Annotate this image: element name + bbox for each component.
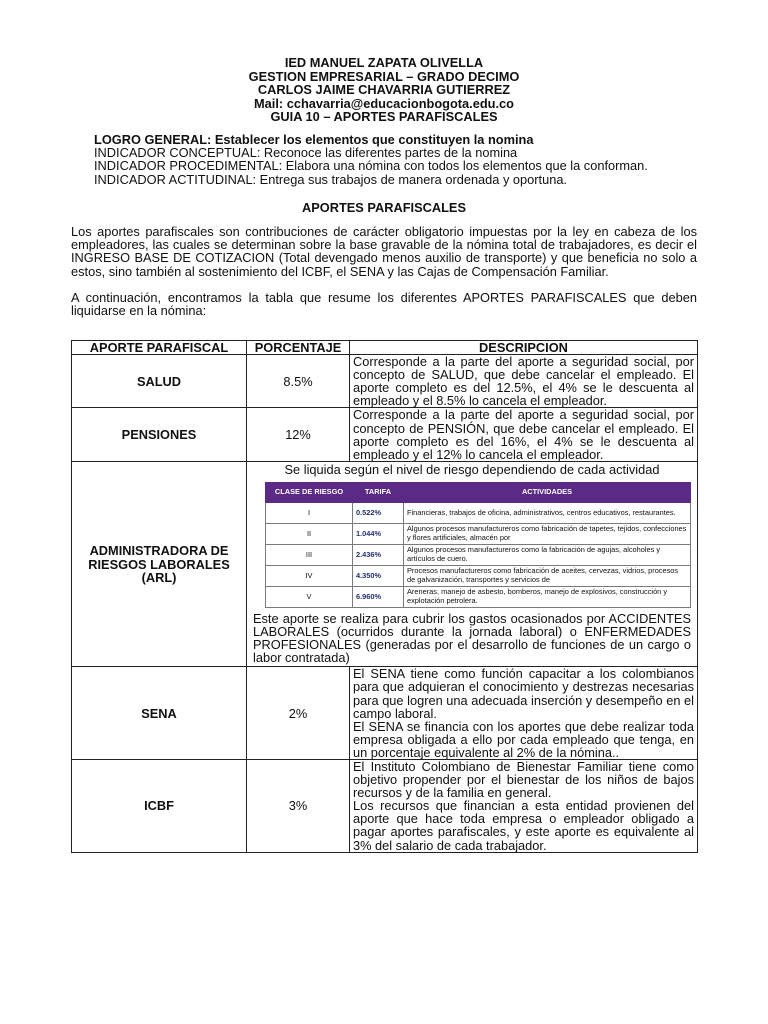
parafiscales-table [71, 340, 698, 853]
indicador-actitudinal: INDICADOR ACTITUDINAL: Entrega sus trabajos de manera ordenada y oportuna. [94, 171, 567, 187]
risk-header-class: CLASE DE RIESGO [266, 482, 353, 502]
risk-row [266, 502, 691, 523]
sena-desc-2: El SENA se financia con los aportes que debe realizar toda empresa obligada a ello por cada empleado que tenga, en un porcentaje equivalente al 2% de la nómina.. [353, 718, 694, 760]
arl-intro: Se liquida según el nivel de riesgo dependiendo de cada actividad [284, 461, 660, 477]
table-row [72, 667, 698, 760]
risk-level: II [266, 523, 353, 544]
indicador-procedimental: INDICADOR PROCEDIMENTAL: Elabora una nómina con todos los elementos que la conforman. [94, 158, 648, 174]
risk-row [266, 565, 691, 586]
risk-rate: 6.960% [353, 586, 404, 607]
header-aporte: APORTE PARAFISCAL [72, 341, 247, 355]
risk-table [265, 482, 691, 608]
icbf-desc-2: Los recursos que financian a esta entidad provienen del aporte que hace toda empresa o empleador obligado a pagar aportes parafiscales, y este aporte es equivalente al 3% del salario de cada trabajador. [353, 798, 694, 853]
header-porcentaje: PORCENTAJE [247, 341, 350, 355]
aporte-pct: 2% [247, 667, 350, 760]
arl-explanation: Este aporte se realiza para cubrir los gastos ocasionados por ACCIDENTES LABORALES (ocurridos durante la jornada laboral) o ENFERMEDADES PROFESIONALES (generadas por el desarrollo de funciones de un cargo o labor contratada) [253, 610, 691, 666]
course-name: GESTION EMPRESARIAL – GRADO DECIMO [248, 68, 520, 84]
risk-header-row [266, 482, 691, 502]
aporte-pct: 8.5% [247, 355, 350, 408]
indicators-block [94, 133, 734, 186]
sena-desc-1: El SENA tiene como función capacitar a los colombianos para que adquieran el conocimiento y destrezas necesarias para que logren una adecuada inserción y desempeño en el campo laboral. [353, 666, 694, 721]
aporte-name: ICBF [72, 759, 247, 852]
aporte-desc [350, 759, 698, 852]
risk-header-rate: TARIFA [353, 482, 404, 502]
risk-row [266, 544, 691, 565]
table-header-row [72, 341, 698, 355]
risk-level: III [266, 544, 353, 565]
guide-title: GUIA 10 – APORTES PARAFISCALES [270, 109, 498, 125]
risk-row [266, 586, 691, 607]
risk-row [266, 523, 691, 544]
risk-activities: Algunos procesos manufactureros como la fabricación de agujas, alcoholes y artículos de cuero. [404, 544, 691, 565]
school-name: IED MANUEL ZAPATA OLIVELLA [284, 55, 484, 70]
table-row [72, 461, 698, 666]
risk-header-activities: ACTIVIDADES [404, 482, 691, 502]
risk-level: V [266, 586, 353, 607]
section-title: APORTES PARAFISCALES [301, 200, 466, 215]
logro-general: LOGRO GENERAL: Establecer los elementos que constituyen la nomina [94, 132, 534, 147]
risk-activities: Procesos manufactureros como fabricación de aceites, cervezas, vidrios, procesos de galvanización, transportes y servicios de [404, 565, 691, 586]
intro-paragraph: Los aportes parafiscales son contribuciones de carácter obligatorio impuestas por la ley en cabeza de los empleadores, las cuales se determinan sobre la base gravable de la nómina total de trabajadores, es decir el INGRESO BASE DE COTIZACION (Total devengado menos auxilio de transporte) y que beneficia no solo a estos, sino también al sostenimiento del ICBF, el SENA y las Cajas de Compensación Familiar. [71, 224, 697, 279]
icbf-desc-1: El Instituto Colombiano de Bienestar Familiar tiene como objetivo propender por el bienestar de los niños de bajos recursos y de la familia en general. [353, 758, 694, 801]
risk-rate: 0.522% [353, 502, 404, 523]
table-row [72, 408, 698, 461]
aporte-desc: Corresponde a la parte del aporte a seguridad social, por concepto de SALUD, que debe cancelar el empleado. El aporte completo es del 12.5%, el 4% se le descuenta al empleado y el 8.5% lo cancela el empleador. [350, 355, 698, 408]
aporte-name: PENSIONES [72, 408, 247, 461]
aporte-desc [350, 667, 698, 760]
risk-level: I [266, 502, 353, 523]
intro-paragraph: A continuación, encontramos la tabla que resume los diferentes APORTES PARAFISCALES que deben liquidarse en la nómina: [71, 289, 697, 319]
risk-rate: 4.350% [353, 565, 404, 586]
table-row [72, 759, 698, 852]
arl-description-cell [247, 461, 698, 666]
table-row [72, 355, 698, 408]
risk-rate: 2.436% [353, 544, 404, 565]
teacher-mail: Mail: cchavarria@educacionbogota.edu.co [254, 95, 514, 111]
risk-activities: Algunos procesos manufactureros como fabricación de tapetes, tejidos, confecciones y flores artificiales, almacén por [404, 523, 691, 544]
risk-rate: 1.044% [353, 523, 404, 544]
aporte-pct: 3% [247, 759, 350, 852]
risk-activities: Financieras, trabajos de oficina, administrativos, centros educativos, restaurantes. [404, 502, 691, 523]
intro-text [71, 225, 697, 330]
document-header [0, 56, 768, 124]
header-descripcion: DESCRIPCION [350, 341, 698, 355]
aporte-name: SALUD [72, 355, 247, 408]
risk-level: IV [266, 565, 353, 586]
aporte-name: SENA [72, 667, 247, 760]
aporte-name: ADMINISTRADORA DE RIESGOS LABORALES (ARL) [72, 461, 247, 666]
aporte-desc: Corresponde a la parte del aporte a seguridad social, por concepto de PENSIÓN, que debe cancelar el empleado. El aporte completo es del 16%, el 4% se le descuenta al empleado y el 12% lo cancela el empleador. [350, 408, 698, 461]
aporte-pct: 12% [247, 408, 350, 461]
teacher-name: CARLOS JAIME CHAVARRIA GUTIERREZ [257, 82, 511, 98]
indicador-conceptual: INDICADOR CONCEPTUAL: Reconoce las diferentes partes de la nomina [94, 145, 518, 161]
risk-activities: Areneras, manejo de asbesto, bomberos, manejo de explosivos, construcción y explotación petrolera. [404, 586, 691, 607]
